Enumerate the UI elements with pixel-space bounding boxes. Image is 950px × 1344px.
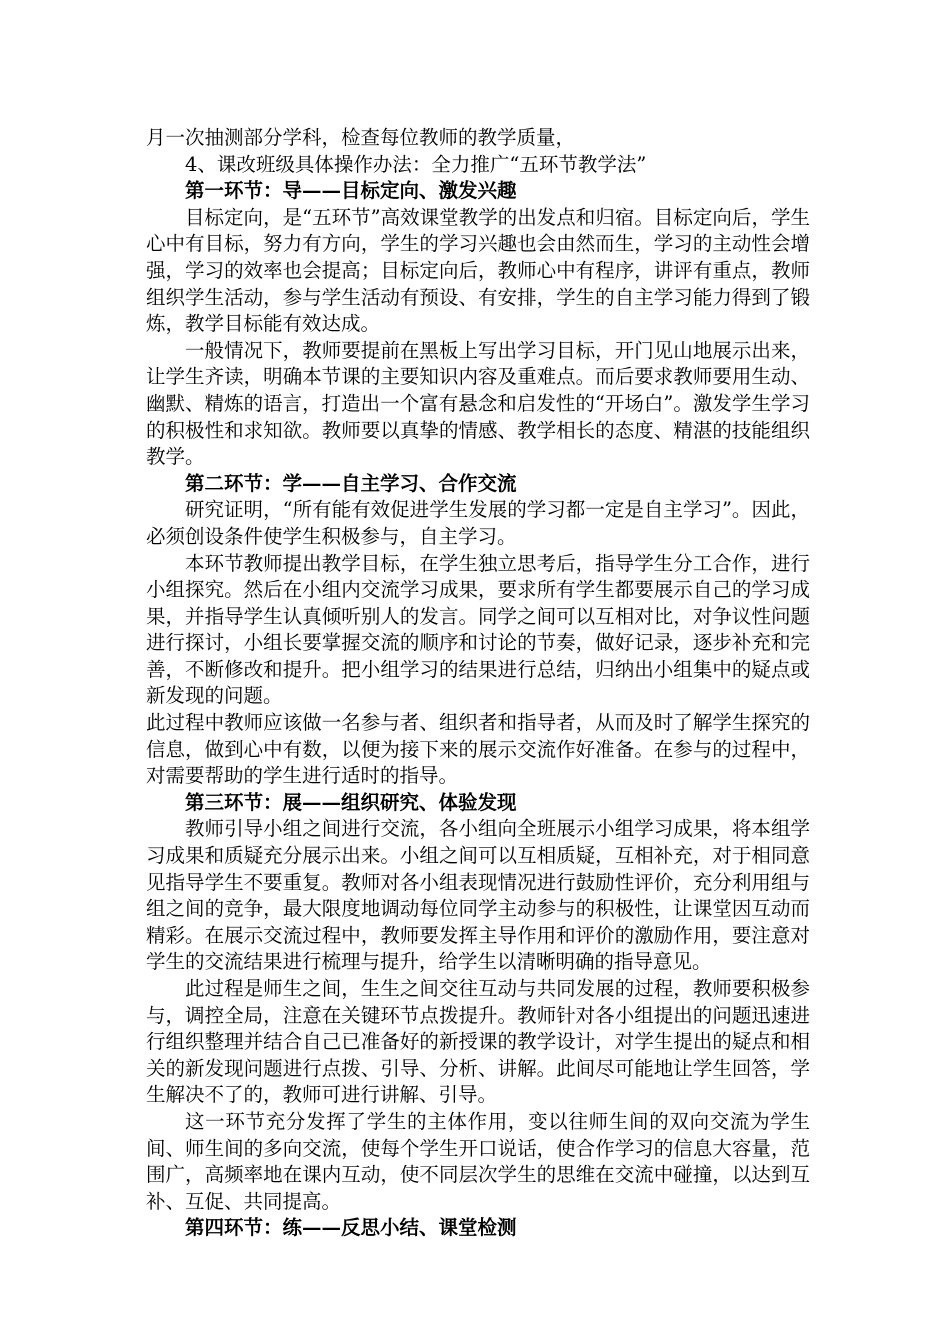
paragraph: 此过程中教师应该做一名参与者、组织者和指导者，从而及时了解学生探究的信息，做到心中有数，以便为接下来的展示交流作好准备。在参与的过程中，对需要帮助的学生进行适时的指导。 — [146, 711, 810, 788]
paragraph: 教师引导小组之间进行交流，各小组向全班展示小组学习成果，将本组学习成果和质疑充分展示出来。小组之间可以互相质疑，互相补充，对于相同意见指导学生不要重复。教师对各小组表现情况进行鼓励性评价，充分利用组与组之间的竞争，最大限度地调动每位同学主动参与的积极性，让课堂因互动而精彩。在展示交流过程中，教师要发挥主导作用和评价的激励作用，要注意对学生的交流结果进行梳理与提升，给学生以清晰明确的指导意见。 — [146, 817, 810, 974]
section-heading: 第二环节：学——自主学习、合作交流 — [185, 471, 517, 495]
paragraph: 此过程是师生之间，生生之间交往互动与共同发展的过程，教师要积极参与，调控全局，注意在关键环节点拨提升。教师针对各小组提出的问题迅速进行组织整理并结合自己已准备好的新授课的教学设计，对学生提出的疑点和相关的新发现问题进行点拨、引导、分析、讲解。此间尽可能地让学生回答，学生解决不了的，教师可进行讲解、引导。 — [146, 977, 810, 1107]
section-heading: 第一环节：导——目标定向、激发兴趣 — [185, 179, 517, 203]
section-heading: 第四环节：练——反思小结、课堂检测 — [185, 1216, 517, 1240]
document-page — [146, 125, 810, 1242]
section-heading: 第三环节：展——组织研究、体验发现 — [185, 790, 517, 814]
paragraph: 月一次抽测部分学科，检查每位教师的教学质量， — [146, 126, 576, 149]
paragraph: 本环节教师提出教学目标，在学生独立思考后，指导学生分工合作，进行小组探究。然后在小组内交流学习成果，要求所有学生都要展示自己的学习成果，并指导学生认真倾听别人的发言。同学之间可以互相对比，对争议性问题进行探讨，小组长要掌握交流的顺序和讨论的节奏，做好记录，逐步补充和完善，不断修改和提升。把小组学习的结果进行总结，归纳出小组集中的疑点或新发现的问题。 — [146, 551, 810, 708]
paragraph: 4、课改班级具体操作办法：全力推广“五环节教学法” — [185, 152, 647, 176]
paragraph: 这一环节充分发挥了学生的主体作用，变以往师生间的双向交流为学生间、师生间的多向交流，使每个学生开口说话，使合作学习的信息大容量，范围广，高频率地在课内互动，使不同层次学生的思维在交流中碰撞，以达到互补、互促、共同提高。 — [146, 1109, 810, 1213]
paragraph: 研究证明，“所有能有效促进学生发展的学习都一定是自主学习”。因此，必须创设条件使学生积极参与，自主学习。 — [146, 498, 810, 548]
paragraph: 目标定向，是“五环节”高效课堂教学的出发点和归宿。目标定向后，学生心中有目标，努力有方向，学生的学习兴趣也会由然而生，学习的主动性会增强，学习的效率也会提高；目标定向后，教师心中有程序，讲评有重点，教师组织学生活动，参与学生活动有预设、有安排，学生的自主学习能力得到了锻炼，教学目标能有效达成。 — [146, 205, 810, 336]
paragraph: 一般情况下，教师要提前在黑板上写出学习目标，开门见山地展示出来，让学生齐读，明确本节课的主要知识内容及重难点。而后要求教师要用生动、幽默、精炼的语言，打造出一个富有悬念和启发性的“开场白”。激发学生学习的积极性和求知欲。教师要以真挚的情感、教学相长的态度、精湛的技能组织教学。 — [146, 338, 810, 469]
